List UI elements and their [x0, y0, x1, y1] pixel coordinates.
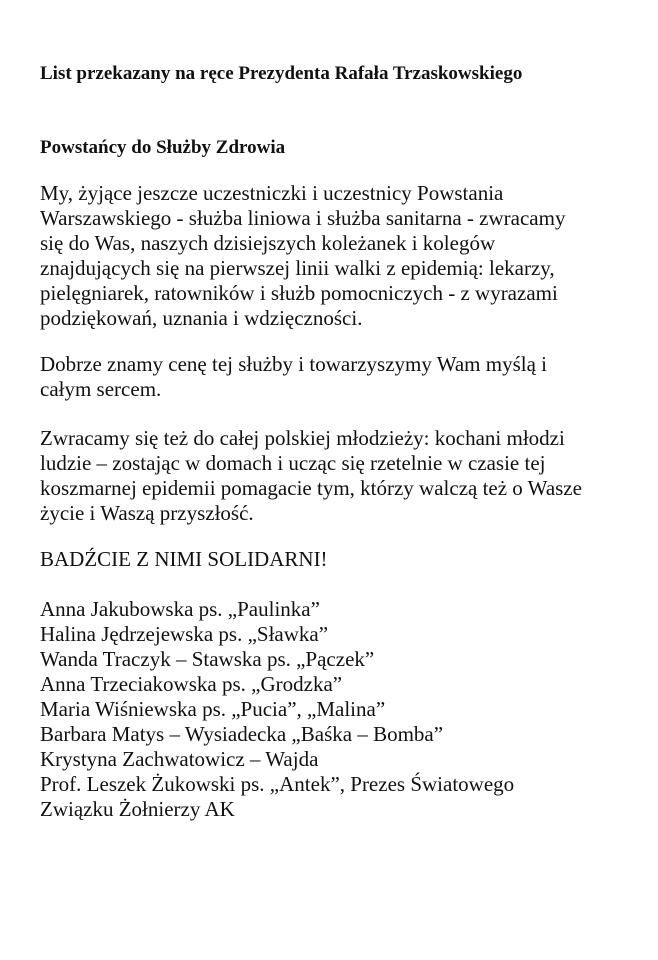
text-line: koszmarnej epidemii pomagacie tym, którzy walczą też o Wasze [40, 476, 582, 500]
paragraph-greeting [40, 181, 565, 331]
signature-line: Maria Wiśniewska ps. „Pucia”, „Malina” [40, 697, 386, 721]
signature-line: Związku Żołnierzy AK [40, 797, 235, 821]
letter-title: List przekazany na ręce Prezydenta Rafała Trzaskowskiego [40, 63, 523, 84]
paragraph-youth [40, 426, 582, 526]
text-line: Zwracamy się też do całej polskiej młodzieży: kochani młodzi [40, 426, 565, 450]
text-line: BADŹCIE Z NIMI SOLIDARNI! [40, 547, 328, 571]
paragraph-support [40, 352, 547, 402]
text-line: Warszawskiego - służba liniowa i służba sanitarna - zwracamy [40, 206, 566, 230]
letter-subtitle: Powstańcy do Służby Zdrowia [40, 137, 286, 158]
text-line: się do Was, naszych dzisiejszych koleżanek i kolegów [40, 231, 496, 255]
text-line: Dobrze znamy cenę tej służby i towarzyszymy Wam myślą i [40, 352, 548, 376]
signature-line: Anna Jakubowska ps. „Paulinka” [40, 597, 320, 621]
signature-line: Anna Trzeciakowska ps. „Grodzka” [40, 672, 343, 696]
signature-line: Wanda Traczyk – Stawska ps. „Pączek” [40, 647, 375, 671]
text-line: ludzie – zostając w domach i ucząc się rzetelnie w czasie tej [40, 451, 546, 475]
text-line: pielęgniarek, ratowników i służb pomocniczych - z wyrazami [40, 281, 558, 305]
signature-line: Prof. Leszek Żukowski ps. „Antek”, Prezes Światowego [40, 772, 515, 796]
text-line: My, żyjące jeszcze uczestniczki i uczestnicy Powstania [40, 181, 504, 205]
signature-line: Barbara Matys – Wysiadecka „Baśka – Bomba” [40, 722, 444, 746]
text-line: podziękowań, uznania i wdzięczności. [40, 306, 363, 330]
signature-list [40, 597, 514, 822]
text-line: życie i Waszą przyszłość. [40, 501, 254, 525]
signature-line: Krystyna Zachwatowicz – Wajda [40, 747, 319, 771]
text-line: znajdujących się na pierwszej linii walki z epidemią: lekarzy, [40, 256, 555, 280]
signature-line: Halina Jędrzejewska ps. „Sławka” [40, 622, 329, 646]
paragraph-appeal [40, 547, 328, 572]
text-line: całym sercem. [40, 377, 162, 401]
